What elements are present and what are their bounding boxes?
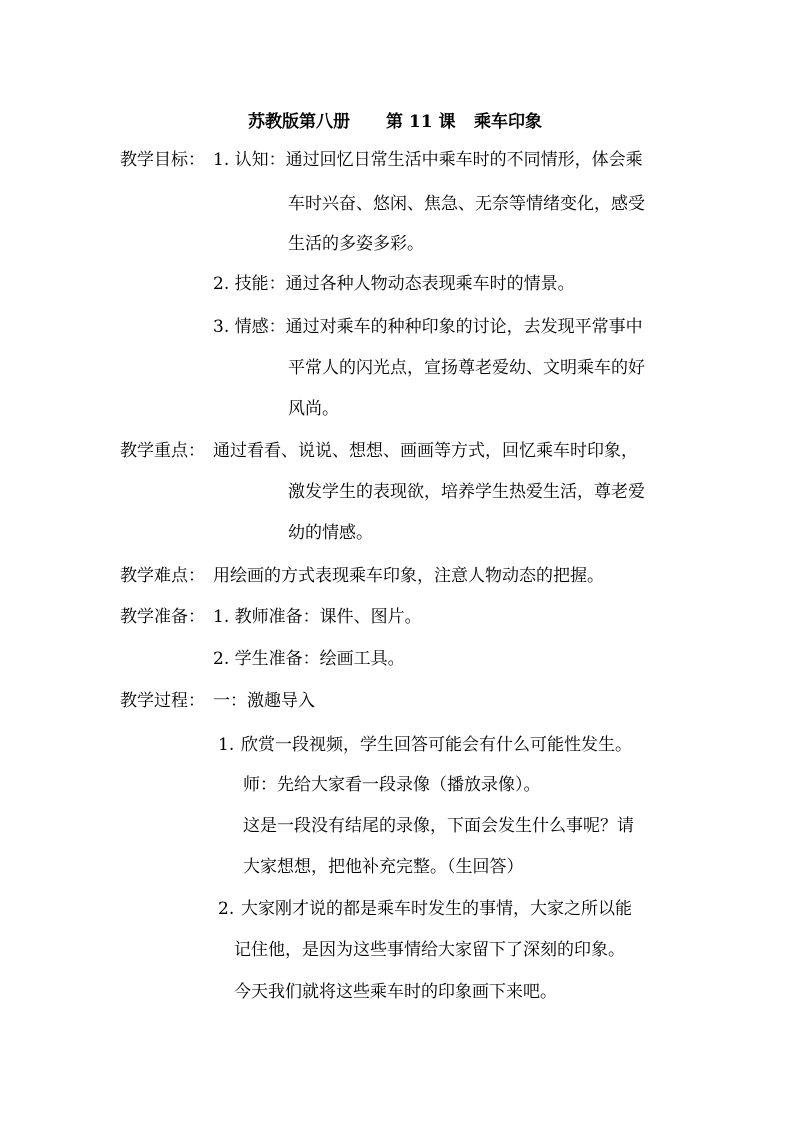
keypoints-label: 教学重点： [120,441,205,461]
title-book: 苏教版第八册 [248,112,350,132]
step-1-question-line-1: 这是一段没有结尾的录像，下面会发生什么事呢？请 [243,816,634,836]
preparation-label: 教学准备： [120,607,205,627]
step-2-number: 2. [218,899,235,919]
objective-item-3-line-2: 平常人的闪光点，宣扬尊老爱幼、文明乘车的好 [288,358,645,378]
step-2-line-1: 大家刚才说的都是乘车时发生的事情，大家之所以能 [241,899,632,919]
objective-item-2: 2. 技能：通过各种人物动态表现乘车时的情景。 [213,274,575,294]
difficulty-label: 教学难点： [120,566,205,586]
objective-item-1-line-2: 车时兴奋、悠闲、焦急、无奈等情绪变化，感受 [288,194,645,214]
objective-item-3-line-3: 风尚。 [288,399,339,419]
objective-item-1-line-1: 1. 认知：通过回忆日常生活中乘车时的不同情形，体会乘 [213,150,643,170]
preparation-item-2: 2. 学生准备：绘画工具。 [213,649,405,669]
step-1-teacher: 师：先给大家看一段录像（播放录像）。 [243,775,541,795]
objectives-label: 教学目标： [120,150,205,170]
preparation-item-1: 1. 教师准备：课件、图片。 [213,607,422,627]
objective-item-3-line-1: 3. 情感：通过对乘车的种种印象的讨论，去发现平常事中 [213,317,643,337]
step-1-text: 欣赏一段视频，学生回答可能会有什么可能性发生。 [241,735,632,755]
process-label: 教学过程： [120,691,205,711]
step-1-question-line-2: 大家想想，把他补充完整。（生回答） [243,857,524,877]
title-lesson: 第 11 课 [386,112,456,132]
keypoints-line-3: 幼的情感。 [288,523,373,543]
title-name: 乘车印象 [474,112,542,132]
keypoints-line-2: 激发学生的表现欲，培养学生热爱生活，尊老爱 [288,482,645,502]
step-1-number: 1. [218,735,235,755]
keypoints-line-1: 通过看看、说说、想想、画画等方式，回忆乘车时印象， [213,441,638,461]
process-section-1-heading: 一：激趣导入 [213,691,315,711]
step-2-line-3: 今天我们就将这些乘车时的印象画下来吧。 [234,982,557,1002]
objective-item-1-line-3: 生活的多姿多彩。 [288,234,424,254]
difficulty-text: 用绘画的方式表现乘车印象，注意人物动态的把握。 [213,566,604,586]
step-2-line-2: 记住他，是因为这些事情给大家留下了深刻的印象。 [234,940,625,960]
